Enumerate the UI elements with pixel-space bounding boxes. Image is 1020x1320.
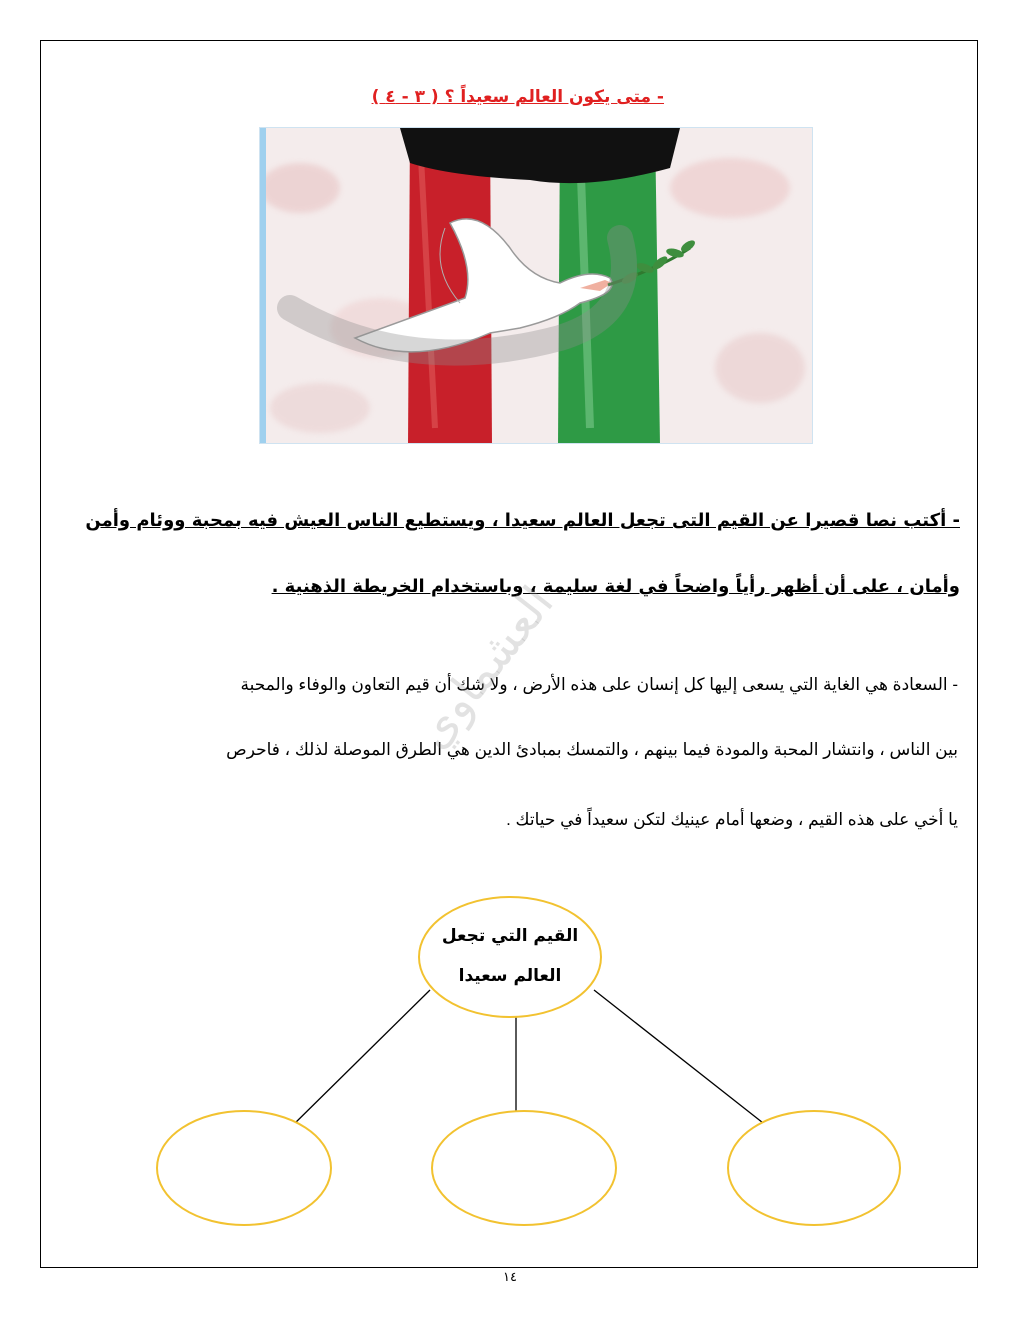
lesson-title: - متى يكون العالم سعيداً ؟ ( ٣ - ٤ ) — [371, 87, 664, 107]
branch-node-right — [728, 1111, 900, 1225]
task-line-1: - أكتب نصا قصيرا عن القيم التى تجعل العالم سعيدا ، ويستطيع الناس العيش فيه بمحبة ووئام وأمن — [85, 510, 960, 531]
paragraph-line-1: - السعادة هي الغاية التي يسعى إليها كل إنسان على هذه الأرض ، ولا شك أن قيم التعاون والوفاء والمحبة — [240, 675, 958, 694]
center-node-label-2: العالم سعيدا — [458, 966, 562, 986]
watermark: العشماوي — [405, 575, 564, 759]
task-line-2: وأمان ، على أن أظهر رأياً واضحاً في لغة سليمة ، وباستخدام الخريطة الذهنية . — [271, 576, 960, 597]
center-node — [419, 897, 601, 1017]
branch-node-middle — [432, 1111, 616, 1225]
page-number: ١٤ — [503, 1270, 517, 1285]
center-node-label-1: القيم التي تجعل — [441, 926, 579, 946]
paragraph-line-3: يا أخي على هذه القيم ، وضعها أمام عينيك لتكن سعيداً في حياتك . — [506, 810, 958, 829]
branch-line-right — [594, 990, 772, 1130]
branch-line-left — [288, 990, 430, 1130]
paragraph-line-2: بين الناس ، وانتشار المحبة والمودة فيما بينهم ، والتمسك بمبادئ الدين هي الطرق الموصلة لذلك ، فاحرص — [226, 740, 958, 759]
branch-node-left — [157, 1111, 331, 1225]
